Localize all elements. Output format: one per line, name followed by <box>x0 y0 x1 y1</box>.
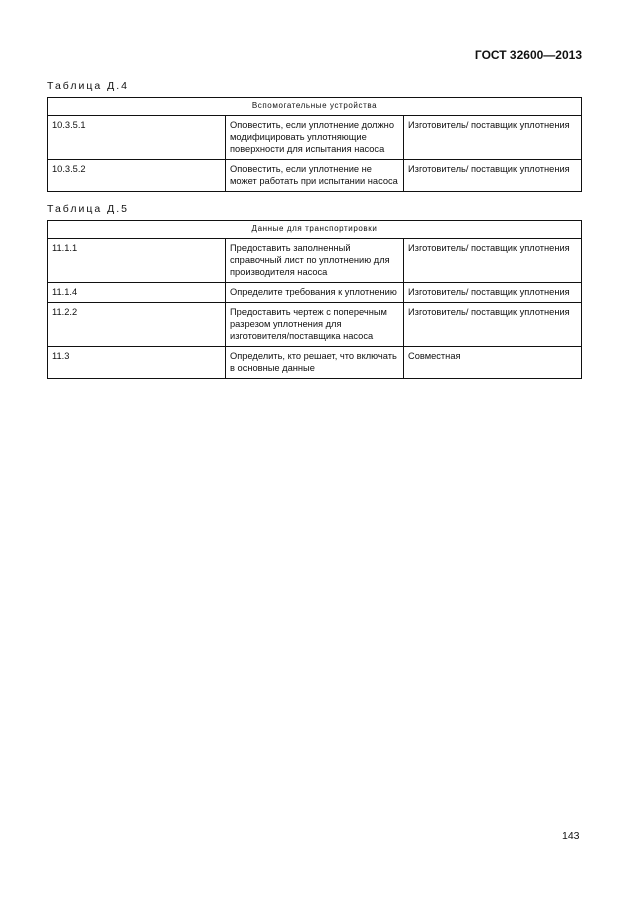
responsible-party: Изготовитель/ поставщик уплотнения <box>404 303 582 347</box>
responsible-party: Изготовитель/ поставщик уплотнения <box>404 283 582 303</box>
item-number: 11.2.2 <box>48 303 226 347</box>
responsible-party: Изготовитель/ поставщик уплотнения <box>404 116 582 160</box>
table-d4 <box>47 97 582 192</box>
requirement-text: Оповестить, если уплотнение должно модифицировать уплотняющие поверхности для испытания насоса <box>226 116 404 160</box>
table-row <box>48 347 582 379</box>
table-d4-section-header: Вспомогательные устройства <box>48 98 582 116</box>
item-number: 11.3 <box>48 347 226 379</box>
requirement-text: Предоставить заполненный справочный лист по уплотнению для производителя насоса <box>226 239 404 283</box>
table-row <box>48 303 582 347</box>
table-d4-caption: Таблица Д.4 <box>47 80 129 92</box>
page-number: 143 <box>562 830 580 842</box>
item-number: 10.3.5.1 <box>48 116 226 160</box>
responsible-party: Изготовитель/ поставщик уплотнения <box>404 239 582 283</box>
table-row <box>48 283 582 303</box>
responsible-party: Изготовитель/ поставщик уплотнения <box>404 160 582 192</box>
item-number: 11.1.4 <box>48 283 226 303</box>
table-row <box>48 116 582 160</box>
table-d5-section-header: Данные для транспортировки <box>48 221 582 239</box>
requirement-text: Определить, кто решает, что включать в основные данные <box>226 347 404 379</box>
requirement-text: Определите требования к уплотнению <box>226 283 404 303</box>
requirement-text: Оповестить, если уплотнение не может работать при испытании насоса <box>226 160 404 192</box>
responsible-party: Совместная <box>404 347 582 379</box>
item-number: 11.1.1 <box>48 239 226 283</box>
table-d5 <box>47 220 582 379</box>
table-row <box>48 160 582 192</box>
requirement-text: Предоставить чертеж с поперечным разрезом уплотнения для изготовителя/поставщика насоса <box>226 303 404 347</box>
table-row <box>48 239 582 283</box>
table-d5-caption: Таблица Д.5 <box>47 203 129 215</box>
item-number: 10.3.5.2 <box>48 160 226 192</box>
document-id: ГОСТ 32600—2013 <box>474 48 582 62</box>
